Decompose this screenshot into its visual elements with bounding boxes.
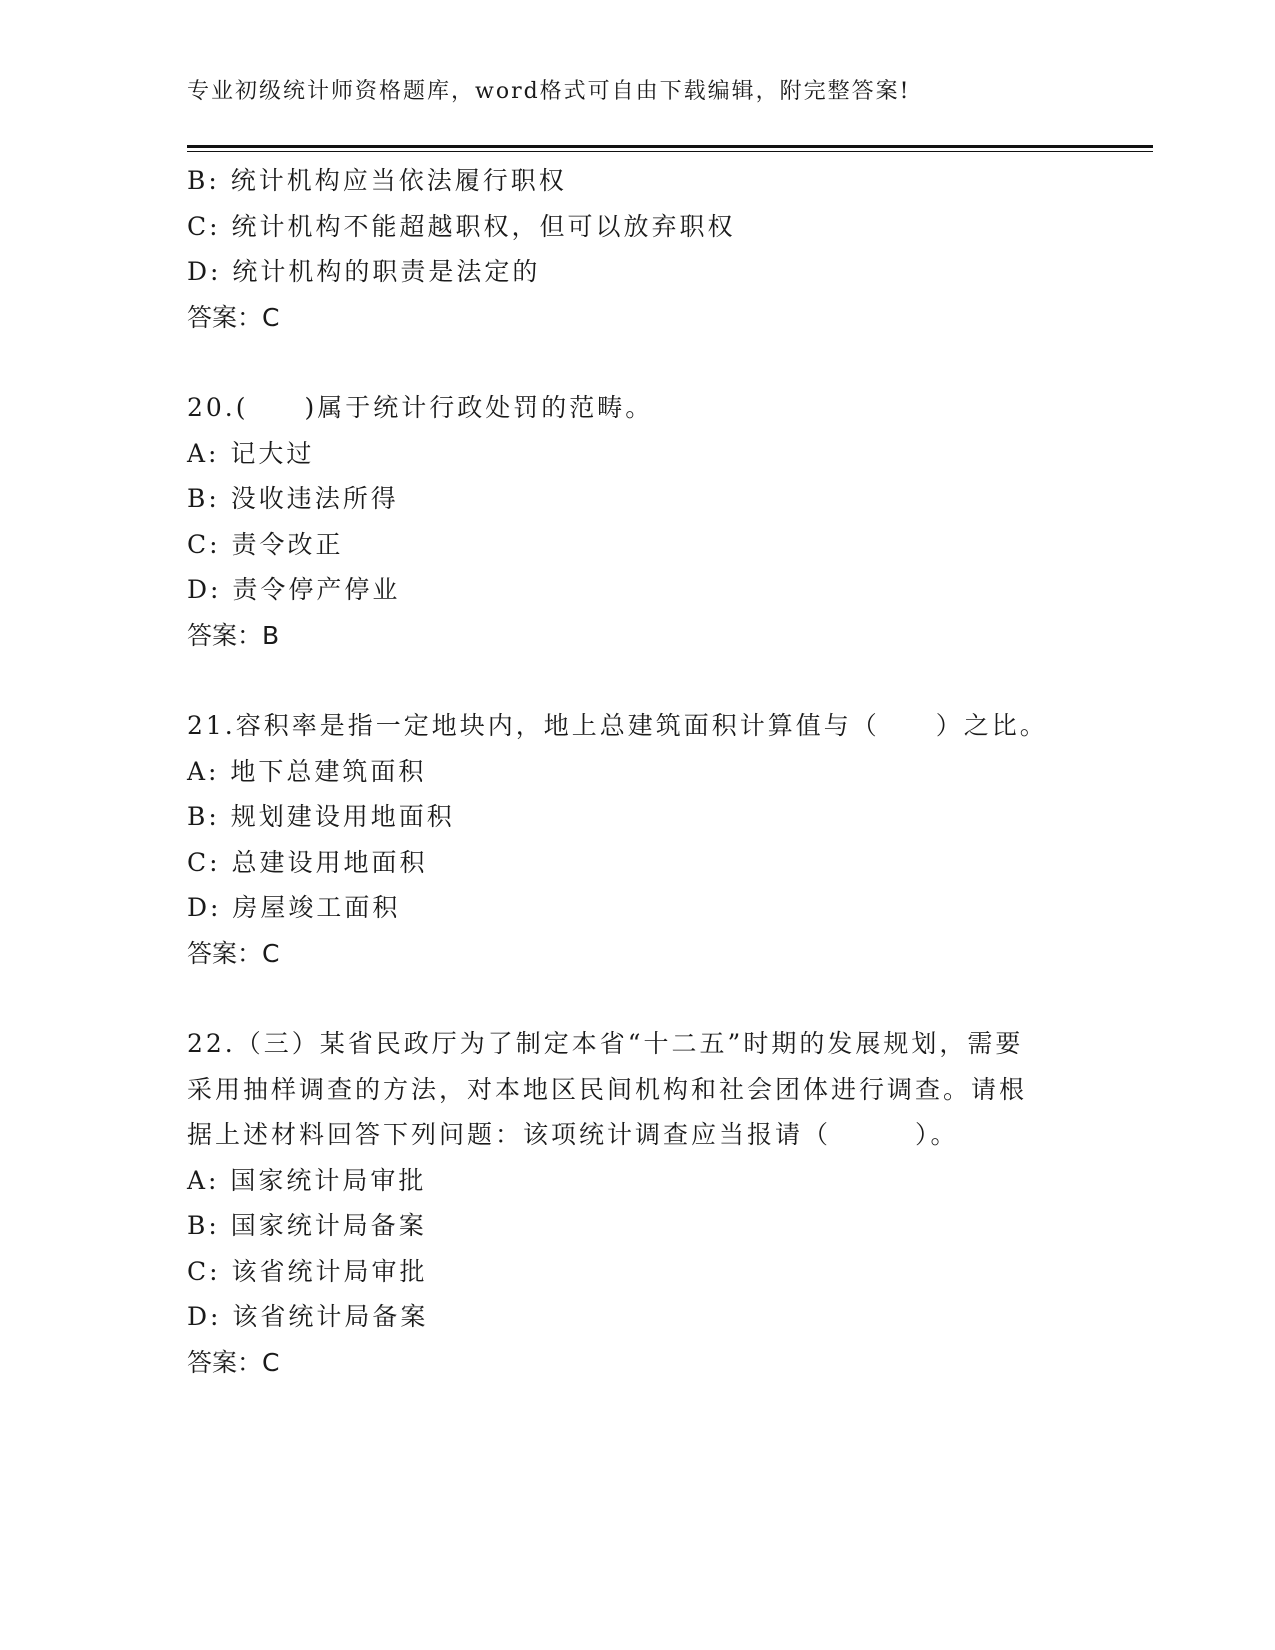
option-a: A: 地下总建筑面积 [187, 756, 427, 786]
question-text [187, 1021, 1117, 1158]
page-header: 专业初级统计师资格题库，word格式可自由下载编辑，附完整答案! [187, 79, 911, 104]
spacer [187, 658, 1117, 703]
option-c: C: 该省统计局审批 [187, 1256, 428, 1286]
option-d: D: 责令停产停业 [187, 575, 401, 604]
option-a: A: 国家统计局审批 [187, 1165, 427, 1195]
option-b: B: 统计机构应当依法履行职权 [187, 166, 567, 195]
question-text: 20.( )属于统计行政处罚的范畴。 [187, 393, 654, 422]
option-c: C: 统计机构不能超越职权，但可以放弃职权 [187, 211, 736, 241]
question-20 [187, 385, 1117, 658]
option-d: D: 房屋竣工面积 [187, 893, 401, 922]
spacer [187, 340, 1117, 385]
option-b: B: 没收违法所得 [187, 484, 399, 513]
answer: 答案：C [187, 302, 280, 332]
answer: 答案：C [187, 938, 280, 968]
question-list [187, 158, 1117, 1385]
answer: 答案：B [187, 620, 280, 650]
option-d: D: 统计机构的职责是法定的 [187, 257, 541, 286]
option-b: B: 国家统计局备案 [187, 1211, 427, 1240]
answer: 答案：C [187, 1347, 280, 1377]
option-d: D: 该省统计局备案 [187, 1302, 429, 1331]
header-divider [187, 145, 1153, 152]
question-line: 采用抽样调查的方法，对本地区民间机构和社会团体进行调查。请根 [187, 1074, 1028, 1104]
spacer [187, 976, 1117, 1021]
option-b: B: 规划建设用地面积 [187, 802, 455, 831]
option-c: C: 总建设用地面积 [187, 847, 428, 877]
question-19-tail [187, 158, 1117, 340]
question-22 [187, 1021, 1117, 1385]
option-c: C: 责令改正 [187, 529, 344, 559]
question-21 [187, 703, 1117, 976]
question-line: 据上述材料回答下列问题：该项统计调查应当报请（ ）。 [187, 1120, 959, 1149]
question-line: 22.（三）某省民政厅为了制定本省“十二五”时期的发展规划，需要 [187, 1029, 1024, 1058]
question-text: 21.容积率是指一定地块内，地上总建筑面积计算值与（ ）之比。 [187, 711, 1048, 740]
option-a: A: 记大过 [187, 438, 315, 468]
